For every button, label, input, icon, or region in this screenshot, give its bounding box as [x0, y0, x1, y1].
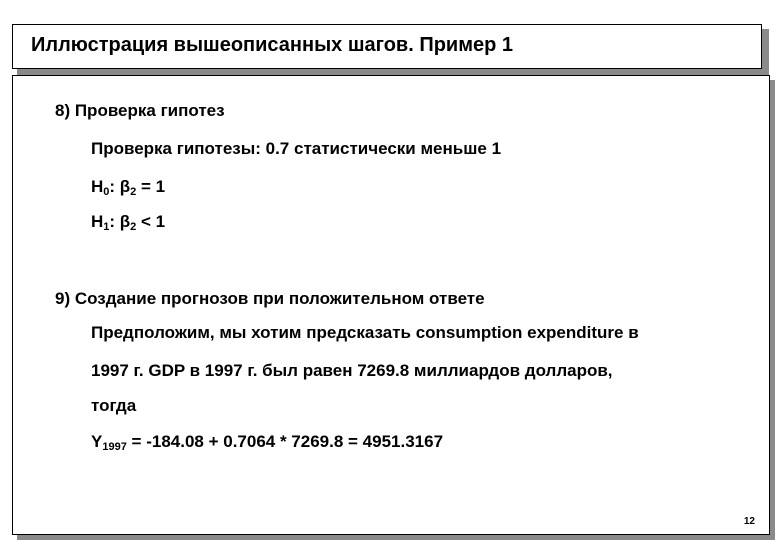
h0-rest: = 1 [136, 177, 166, 196]
h1-rest: < 1 [136, 212, 166, 231]
formula-subscript: 1997 [102, 441, 127, 453]
hypothesis-intro: Проверка гипотезы: 0.7 статистически меньше 1 [91, 139, 502, 158]
h0-beta-subscript: 2 [130, 186, 137, 198]
h1-beta-subscript: 2 [130, 221, 137, 233]
h1-letter: H [91, 212, 104, 231]
h1-subscript: 1 [103, 221, 110, 233]
h0-letter: H [91, 177, 104, 196]
formula-letter: Y [91, 432, 103, 451]
forecast-formula [91, 432, 443, 452]
title-box [12, 24, 762, 69]
formula-rest: = -184.08 + 0.7064 * 7269.8 = 4951.3167 [126, 432, 444, 451]
h1-beta: : β [109, 212, 131, 231]
page-number: 12 [743, 516, 755, 527]
slide-body [12, 75, 770, 535]
h0-beta: : β [109, 177, 131, 196]
section-9-heading: 9) Создание прогнозов при положительном ответе [55, 289, 485, 308]
section-8-heading: 8) Проверка гипотез [55, 101, 225, 120]
hypothesis-h0 [91, 177, 165, 197]
forecast-line-2: 1997 г. GDP в 1997 г. был равен 7269.8 миллиардов долларов, [91, 361, 613, 380]
forecast-line-1: Предположим, мы хотим предсказать consumption expenditure в [91, 323, 639, 342]
h0-subscript: 0 [103, 186, 110, 198]
slide-title: Иллюстрация вышеописанных шагов. Пример 1 [31, 34, 514, 56]
hypothesis-h1 [91, 212, 165, 232]
forecast-line-3: тогда [91, 396, 137, 415]
